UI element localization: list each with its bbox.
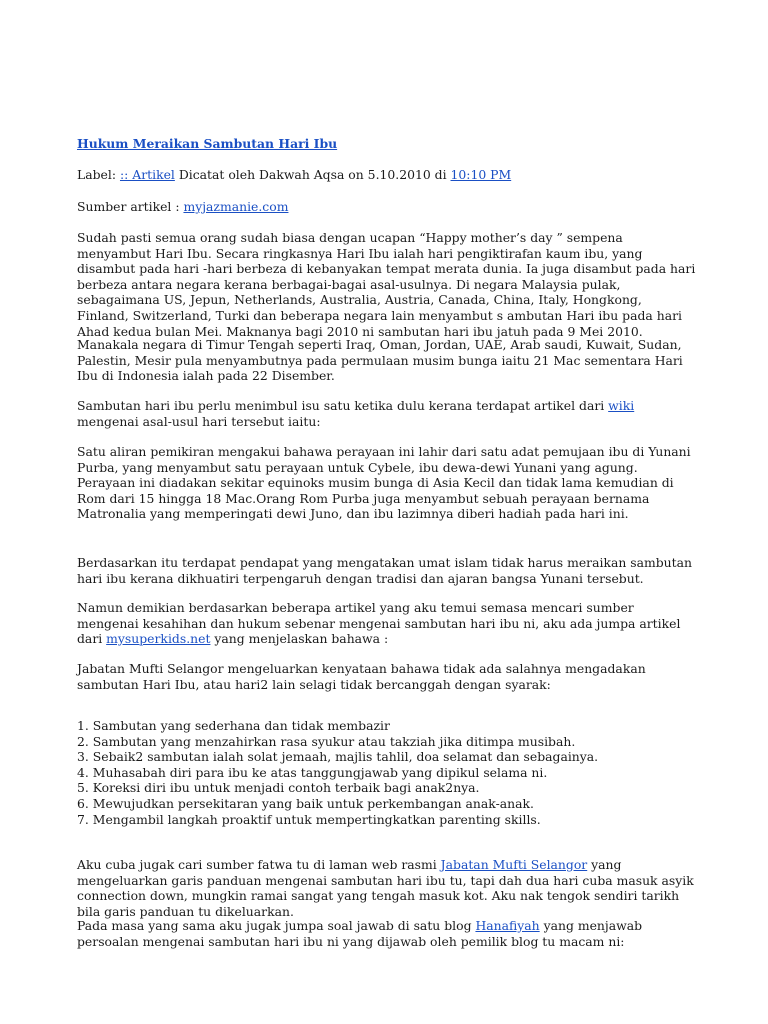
time-link[interactable]: 10:10 PM [450,167,512,182]
source-line [77,199,697,215]
list-item: 5. Koreksi diri ibu untuk menjadi contoh terbaik bagi anak2nya. [77,780,480,796]
mysuperkids-link[interactable]: mysuperkids.net [106,631,211,647]
paragraph-9 [77,918,697,949]
guideline-list [77,718,697,827]
wiki-link[interactable]: wiki [608,398,635,413]
source-link[interactable]: myjazmanie.com [183,199,289,214]
paragraph-7: Jabatan Mufti Selangor mengeluarkan kenyataan bahawa tidak ada salahnya mengadakan sambutan Hari Ibu, atau hari2 lain selagi tidak bercanggah dengan syarak: [77,661,646,692]
paragraph-5: Berdasarkan itu terdapat pendapat yang mengatakan umat islam tidak harus meraikan sambutan hari ibu kerana dikhuatiri terpengaruh dengan tradisi dan ajaran bangsa Yunani tersebut. [77,555,693,586]
article-title-link[interactable]: Hukum Meraikan Sambutan Hari Ibu [77,136,338,151]
list-item: 7. Mengambil langkah proaktif untuk mempertingkatkan parenting skills. [77,811,541,827]
list-item: 3. Sebaik2 sambutan ialah solat jemaah, majlis tahlil, doa selamat dan sebagainya. [77,749,599,765]
label-link[interactable]: :: Artikel [119,167,175,182]
hanafiyah-link[interactable]: Hanafiyah [475,918,540,933]
paragraph-9-text: Pada masa yang sama aku jugak jumpa soal jawab di satu blog [77,918,476,933]
paragraph-3 [77,398,697,429]
article-title [77,136,697,152]
paragraph-3-text-end: mengenai asal-usul hari tersebut iaitu: [77,413,321,429]
list-item: 6. Mewujudkan persekitaran yang baik untuk perkembangan anak-anak. [77,795,534,811]
paragraph-2: Manakala negara di Timur Tengah seperti Iraq, Oman, Jordan, UAE, Arab saudi, Kuwait, Sudan, Palestin, Mesir pula menyambutnya pada permulaan musim bunga iaitu 21 Mac sementara Hari Ibu di Indonesia ialah pada 22 Disember. [77,337,683,384]
paragraph-8-text: Aku cuba jugak cari sumber fatwa tu di laman web rasmi [77,857,441,872]
paragraph-4: Satu aliran pemikiran mengakui bahawa perayaan ini lahir dari satu adat pemujaan ibu di Yunani Purba, yang menyambut satu perayaan untuk Cybele, ibu dewa-dewi Yunani yang agung. Perayaan ini diadakan sekitar equinoks musim bunga di Asia Kecil dan tidak lama kemudian di Rom dari 15 hingga 18 Mac.Orang Rom Purba juga menyambut sebuah perayaan bernama Matronalia yang memperingati dewi Juno, dan ibu lazimnya diberi hadiah pada hari ini. [77,444,691,522]
paragraph-6 [77,600,697,647]
list-item: 2. Sambutan yang menzahirkan rasa syukur atau takziah jika ditimpa musibah. [77,733,576,749]
posted-text: Dicatat oleh Dakwah Aqsa on 5.10.2010 di [174,167,451,182]
paragraph-1: Sudah pasti semua orang sudah biasa dengan ucapan “Happy mother’s day ” sempena menyambut Hari Ibu. Secara ringkasnya Hari Ibu ialah hari pengiktirafan kaum ibu, yang disambut pada hari -hari berbeza di kebanyakan tempat merata dunia. Ia juga disambut pada hari berbeza antara negara kerana berbagai-bagai asal-usulnya. Di negara Malaysia pulak, sebagaimana US, Jepun, Netherlands, Australia, Austria, Canada, China, Italy, Hongkong, Finland, Switzerland, Turki dan beberapa negara lain menyambut s ambutan Hari ibu pada hari Ahad kedua bulan Mei. Maknanya bagi 2010 ni sambutan hari ibu jatuh pada 9 Mei 2010. [77,230,696,339]
list-item: 4. Muhasabah diri para ibu ke atas tanggungjawab yang dipikul selama ni. [77,764,548,780]
list-item: 1. Sambutan yang sederhana dan tidak membazir [77,718,390,733]
paragraph-8 [77,857,697,919]
post-meta [77,167,697,183]
paragraph-6-text: Namun demikian berdasarkan beberapa artikel yang aku temui semasa mencari sumber mengenai kesahihan dan hukum sebenar mengenai sambutan hari ibu ni, aku ada jumpa artikel dari [77,600,681,647]
source-prefix: Sumber artikel : [77,199,184,214]
paragraph-3-text: Sambutan hari ibu perlu menimbul isu satu ketika dulu kerana terdapat artikel dari [77,398,609,413]
paragraph-9-text-end: yang menjawab persoalan mengenai sambutan hari ibu ni yang dijawab oleh pemilik blog tu macam ni: [77,918,643,949]
label-prefix: Label: [77,167,120,182]
paragraph-6-text-end: yang menjelaskan bahawa : [210,631,389,647]
mufti-selangor-link[interactable]: Jabatan Mufti Selangor [440,857,588,872]
paragraph-8-text-end: yang mengeluarkan garis panduan mengenai sambutan hari ibu tu, tapi dah dua hari cuba masuk asyik connection down, mungkin ramai sangat yang tengah masuk kot. Aku nak tengok sendiri tarikh bila garis panduan tu dikeluarkan. [77,857,694,919]
